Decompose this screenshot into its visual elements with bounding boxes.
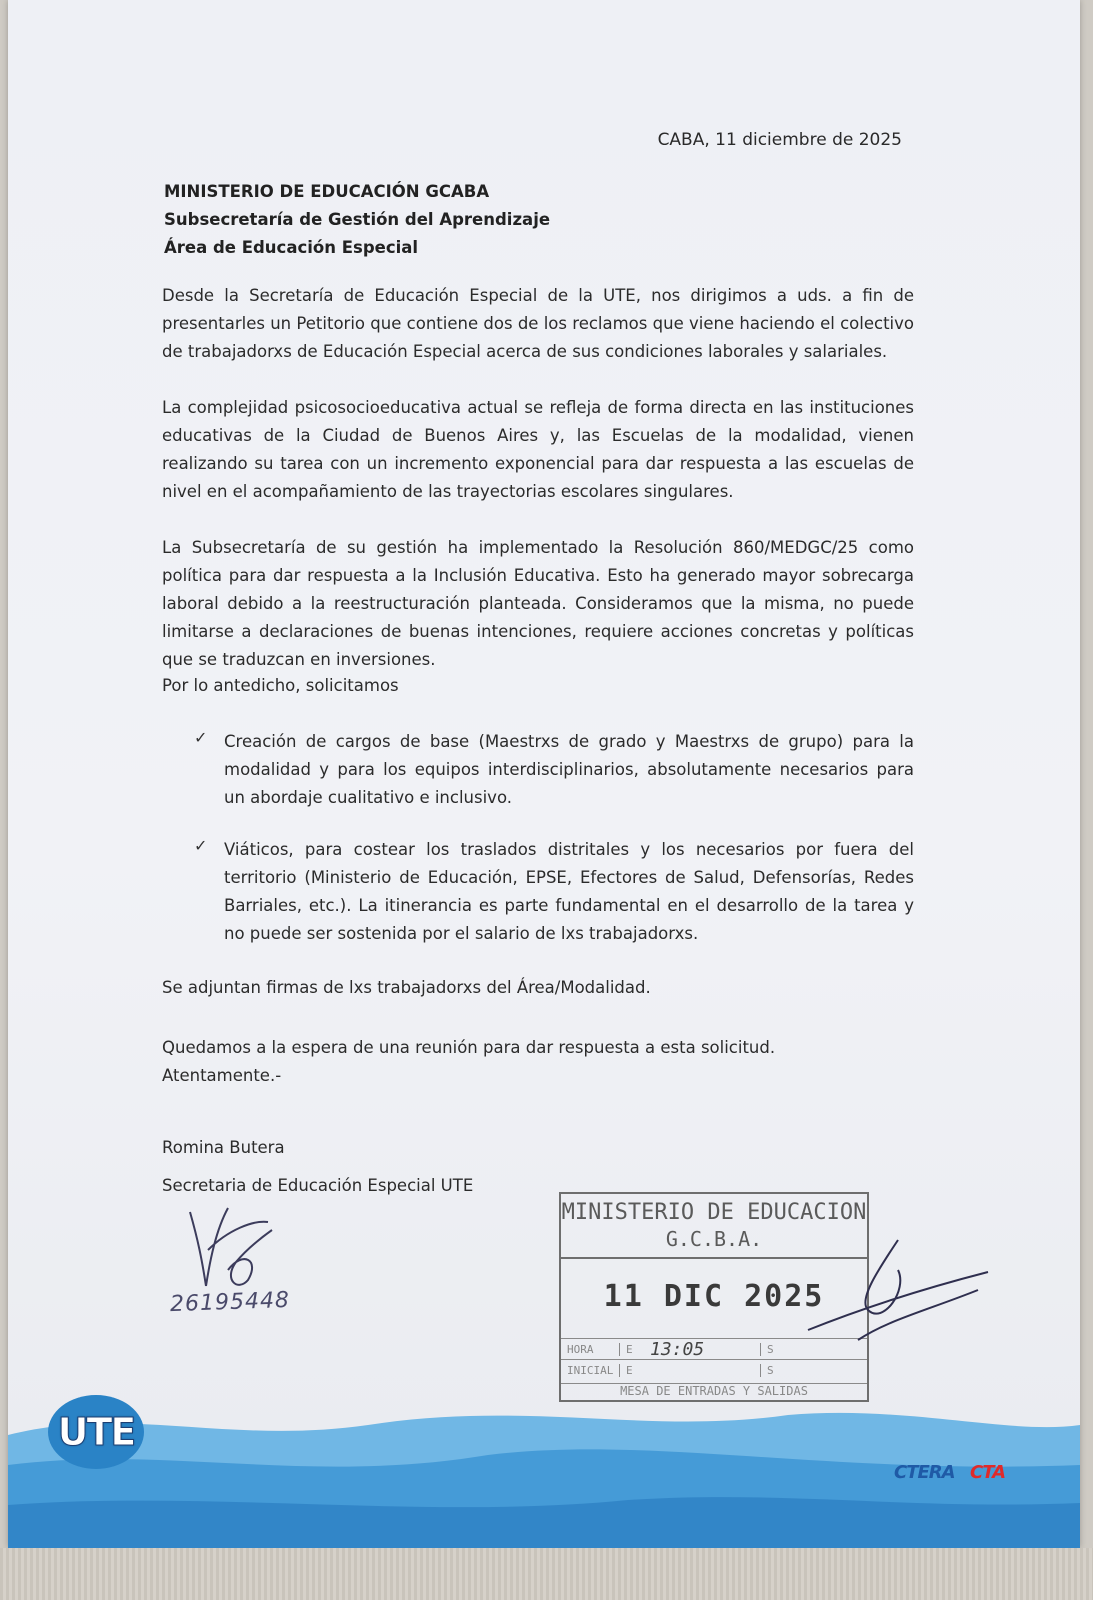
paragraph-context: La complejidad psicosocioeducativa actual se refleja de forma directa en las instituciones educativas de la Ciudad de Buenos Aires y, las Escuelas de la modalidad, vienen realizando su tarea con un incremento exponencial para dar respuesta a las escuelas de nivel en el acompañamiento de las trayectorias escolares singulares. (162, 398, 914, 501)
addressee-ministry: MINISTERIO DE EDUCACIÓN GCABA (164, 182, 490, 201)
closing-request: Quedamos a la espera de una reunión para dar respuesta a esta solicitud. (162, 1038, 776, 1057)
request-item (194, 836, 914, 948)
request-item (194, 728, 914, 812)
addressee-block (164, 178, 550, 262)
stamp-s-label: S (760, 1343, 774, 1356)
closing-salutation: Atentamente.- (162, 1066, 282, 1085)
ute-logo: UTE (48, 1395, 144, 1469)
letter-page (8, 0, 1080, 1548)
request-list (194, 728, 914, 972)
paragraph-intro: Desde la Secretaría de Educación Especial de la UTE, nos dirigimos a uds. a fin de presentarles un Petitorio que contiene dos de los reclamos que viene haciendo el colectivo de trabajadorxs de Educación Especial acerca de sus condiciones laborales y salariales. (162, 286, 914, 361)
paragraph-request-intro: Por lo antedicho, solicitamos (162, 676, 399, 695)
check-icon: ✓ (194, 836, 208, 855)
ctera-logo: CTERA (894, 1462, 955, 1483)
stamp-handwritten-time: 13:05 (650, 1338, 705, 1360)
letter-date: CABA, 11 diciembre de 2025 (657, 130, 902, 150)
stamp-footer: MESA DE ENTRADAS Y SALIDAS (561, 1383, 867, 1398)
request-text-travel: Viáticos, para costear los traslados distritales y los necesarios por fuera del territorio (Ministerio de Educación, EPSE, Efectores de Salud, Defensorías, Redes Barriales, etc.). La itinerancia es parte fundamental en el desarrollo de la tarea y no puede ser sostenida por el salario de lxs trabajadorxs. (224, 840, 914, 943)
addressee-subsecretary: Subsecretaría de Gestión del Aprendizaje (164, 210, 551, 229)
stamp-title: MINISTERIO DE EDUCACION (561, 1200, 867, 1225)
request-text-positions: Creación de cargos de base (Maestrxs de grado y Maestrxs de grupo) para la modalidad y para los equipos interdisciplinarios, absolutamente necesarios para un abordaje cualitativo e inclusivo. (224, 732, 914, 807)
stamp-hora-label: HORA (567, 1342, 594, 1356)
signature-id-number: 26195448 (169, 1287, 291, 1318)
attachment-note: Se adjuntan firmas de lxs trabajadorxs del Área/Modalidad. (162, 978, 651, 997)
stamp-e-label: E (619, 1343, 644, 1356)
paragraph-resolution: La Subsecretaría de su gestión ha implementado la Resolución 860/MEDGC/25 como política para dar respuesta a la Inclusión Educativa. Esto ha generado mayor sobrecarga laboral debido a la reestructuración planteada. Consideramos que la misma, no puede limitarse a declaraciones de buenas intenciones, requiere acciones concretas y políticas que se traduzcan en inversiones. (162, 538, 914, 669)
signer-title: Secretaria de Educación Especial UTE (162, 1176, 474, 1195)
stamp-s-label: S (760, 1364, 774, 1377)
stamp-subtitle: G.C.B.A. (665, 1227, 763, 1251)
stamp-date: 11 DIC 2025 (603, 1279, 825, 1314)
cta-logo: CTA (970, 1462, 1006, 1483)
stamp-e-label: E (619, 1364, 644, 1377)
check-icon: ✓ (194, 728, 208, 747)
addressee-area: Área de Educación Especial (164, 238, 419, 257)
handwritten-signature (168, 1200, 298, 1300)
signer-name: Romina Butera (162, 1138, 285, 1157)
receiver-signature (798, 1230, 998, 1350)
stamp-inicial-label: INICIAL (567, 1363, 614, 1377)
background-surface (0, 1548, 1093, 1600)
